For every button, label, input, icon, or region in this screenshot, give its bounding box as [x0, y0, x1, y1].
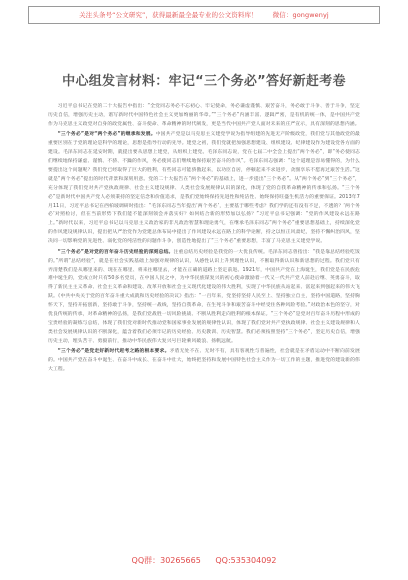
article-body [48, 103, 360, 377]
section-heading: “三个务必”是对党的百年奋斗历史经验的深刻总结。 [57, 249, 174, 255]
banner-promo-text: 关注头条号“公文研究”，获得最新最全最专业的公文资料库！ [79, 11, 258, 19]
banner-wechat-text: 微信：gongwenyj [272, 11, 329, 19]
paragraph-section-3 [48, 348, 360, 375]
top-banner [28, 6, 380, 24]
paragraph-intro [48, 103, 360, 130]
paragraph-section-2 [48, 249, 360, 347]
paragraph-text: 习近平总书记在党的二十大报告中指出：“全党同志务必不忘初心、牢记使命，务必谦虚谨慎、艰苦奋斗，务必敢于斗争、善于斗争，坚定历史自信，增强历史主动，谱写新时代中国特色社会主义更加绚丽的华章。”“三个务必”内涵丰富、逻辑严密，是有机的统一体，是中国共产党作为马克思主义政党对自身的政党属性、奋斗使命、革命精神的时代阐发，更是当代中国共产党人面对未来的庄严宣示，具有深刻的思想内涵。 [48, 104, 360, 127]
section-heading: “三个务必”是党走好新时代赶考之路的根本要求。 [57, 349, 170, 355]
paragraph-text: 注重总结历史经验是我党的一大优良传统。毛泽东同志曾指出：“我是靠总结经验吃饭的。”所谓“总结经验”，就是在社会实践基础上加强对规律的认识，从感性认识上升到理性认识，不断取得新认识和新思想的过程。我们党只有弄清楚我们是从哪里来的、现在在哪里、将来往哪里去，才能在正确的道路上坚定前进。1921年，中国共产党在上海诞生，我们党是在民族危难中诞生的，党成立时只有50多名党员，在中国人民之中，为中华民族谋复兴的初心使命激励着一代又一代共产党人前赴后继、英勇奋斗，取得了新民主主义革命、社会主义革命和建设、改革开放和社会主义现代化建设的伟大胜利，实现了中华民族从站起来、富起来到强起来的伟大飞跃。《中共中央关于党的百年奋斗重大成就和历史经验的决议》指出：“一百年来，党坚持坚持人民至上、坚持独立自主，坚持中国道路，坚持胸怀天下，坚持开拓创新，坚持敢于斗争，坚持统一战线，坚持自我革命，在生死斗争和艰苦奋斗中经受住各种风险考验。”对政治本色的坚守，对优良传统的传承，对革命精神的弘扬，是我们党战胜一切风险挑战、不断从胜利走向胜利的根本保证。“三个务必”是党对百年奋斗历程中形成的宝贵经验的凝练与总结，体现了我们党对新时代推动党和国家事业发展的规律性认识，体现了我们党对共产党执政规律、社会主义建设规律和人类社会发展规律认识的不断深化，蕴含着我们必须牢记的历史经验、历史教训、历史智慧。我们必须按照坚持“三个务必”，坚定历史自信，增强历史主动，埋头苦干、勇毅前行，推动中华民族伟大复兴号巨轮乘风破浪、扬帆远航。 [48, 249, 360, 344]
paragraph-text: 中国共产党是以马克思主义建党学说为指导组建的先进无产阶级政党，我们党与其他政党的最重要区别在于党的理论是科学的理论，思想是指导行动的先导。建党之初，我们党就把加强思想建设、组织建设、纪律建设作为建设党各方面的建设。毛泽东同志在延安时期，就提出要从思想上建党，从组织上建党。毛泽东同志说，党在七届二中全会上提出“两个务必”，即“务必使同志们继续地保持谦虚、谨慎、不骄、不躁的作风，务必使同志们继续地保持艰苦奋斗的作风”。毛泽东同志强调：“这个道理是容易懂得的，为什么要提出这个问题呢？我们党已经取得了巨大的胜利，有些同志可能骄傲起来，以功臣自居，停顿起来不求进步，贪图享乐不愿再过艰苦生活。”这就是“两个务必”提出的时代背景和深刻用意。党的二十大报告在“两个务必”的基础上，进一步提出“三个务必”。从“两个务必”到“三个务必”，充分体现了我们党对共产党执政规律、社会主义建设规律、人类社会发展规律认识的深化，体现了党的自我革命精神的传承和弘扬。“三个务必”是新时代中国共产党人必须秉持的坚定信念和价值追求，是我们党始终保持先进性和纯洁性、始终保持旺盛生机活力的重要保证。2013年7月11日，习近平总书记在西柏坡调研时指出：“毛泽东同志当年提出‘两个务必’，主要基于哪些考虑？我们学的还有没有不足，不透的？‘两个务必’对照检讨，但在当前形势下我们能不能深刻领会并落实好？如何结合新的形势加以弘扬？”习近平总书记强调：“党的作风建设永远在路上。”新时代以来，习近平总书记以马克思主义政治家的非凡政治智慧和理论勇气，在继承毛泽东同志“两个务必”重要思想基础上，持续深化党的作风建设规律认识，提出把从严治党作为党建总体布局中提出了作风建设永远在路上的科学论断，持之以恒正风肃纪，坚持不懈纠治四风，坚决同一切影响党的先进性、弱化党的纯洁性的问题作斗争，创造性地提出了“三个务必”重要思想，丰富了马克思主义建党学说。 [48, 132, 360, 245]
banner-separator [262, 11, 269, 19]
section-heading: “三个务必”是对“两个务必”的继承和发展。 [57, 132, 156, 138]
footer-qq-number: QQ:535304092 [215, 556, 277, 565]
footer-contact [0, 555, 408, 566]
page-title: 中心组发言材料：牢记“三个务必”答好新赶考卷 [62, 74, 346, 89]
paragraph-section-1 [48, 131, 360, 247]
footer-qq-group: QQ群：30265665 [131, 556, 201, 565]
paragraph-text: 矛盾无处不在、无时不有，具有客观性与普遍性，社会就是在矛盾运动中不断向前发展的。中国共产党在奋斗中诞生、在奋斗中成长、在奋斗中壮大，始终把坚持和发展中国特色社会主义作为一切工作的主题，推进党的建设新的伟大工程。 [48, 349, 360, 373]
